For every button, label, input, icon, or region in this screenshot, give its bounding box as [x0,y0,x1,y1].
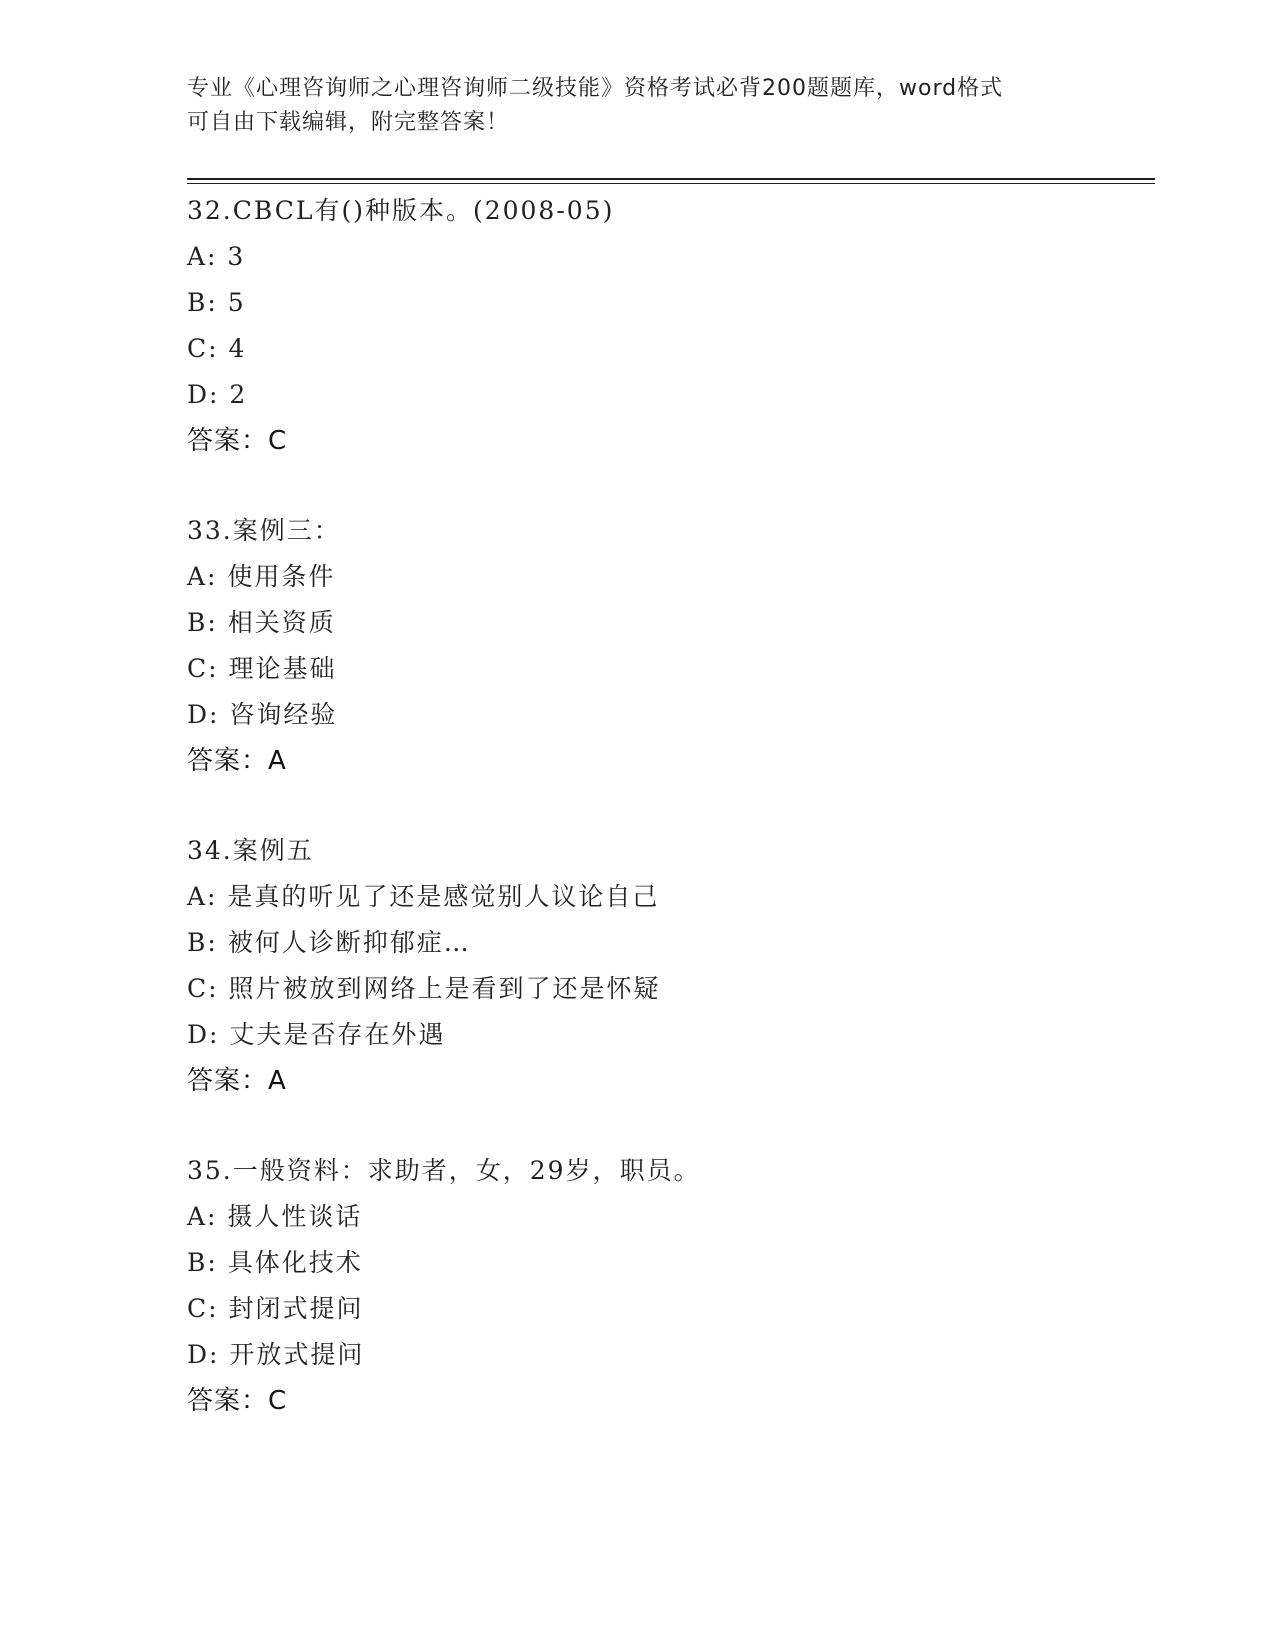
option-d: D: 开放式提问 [187,1340,365,1369]
option-d: D: 2 [187,380,248,409]
option-a: A: 是真的听见了还是感觉别人议论自己 [187,882,660,911]
answer-line: 答案：C [187,1386,288,1416]
header-divider-thick [187,178,1155,180]
option-b: B: 相关资质 [187,608,336,637]
question-block [187,828,1147,1104]
option-b: B: 具体化技术 [187,1248,363,1277]
question-stem: 32.CBCL有()种版本。(2008-05) [187,196,615,225]
question-stem: 34.案例五 [187,836,314,865]
option-a: A: 摄人性谈话 [187,1202,363,1231]
option-b: B: 5 [187,288,246,317]
option-c: C: 理论基础 [187,654,337,683]
option-a: A: 3 [187,242,246,271]
question-stem: 35.一般资料：求助者，女，29岁，职员。 [187,1156,701,1185]
option-c: C: 4 [187,334,247,363]
option-c: C: 封闭式提问 [187,1294,364,1323]
answer-line: 答案：C [187,426,288,456]
question-block [187,188,1147,464]
option-c: C: 照片被放到网络上是看到了还是怀疑 [187,974,661,1003]
option-a: A: 使用条件 [187,562,336,591]
header-divider-thin [187,183,1155,184]
document-header [187,72,1087,140]
option-d: D: 咨询经验 [187,700,338,729]
option-d: D: 丈夫是否存在外遇 [187,1020,446,1049]
question-block [187,508,1147,784]
header-line-1: 专业《心理咨询师之心理咨询师二级技能》资格考试必背200题题库，word格式 [187,76,1004,101]
question-block [187,1148,1147,1424]
header-line-2: 可自由下载编辑，附完整答案！ [187,110,510,135]
answer-line: 答案：A [187,1066,287,1096]
option-b: B: 被何人诊断抑郁症… [187,928,471,957]
answer-line: 答案：A [187,746,287,776]
question-stem: 33.案例三： [187,516,341,545]
